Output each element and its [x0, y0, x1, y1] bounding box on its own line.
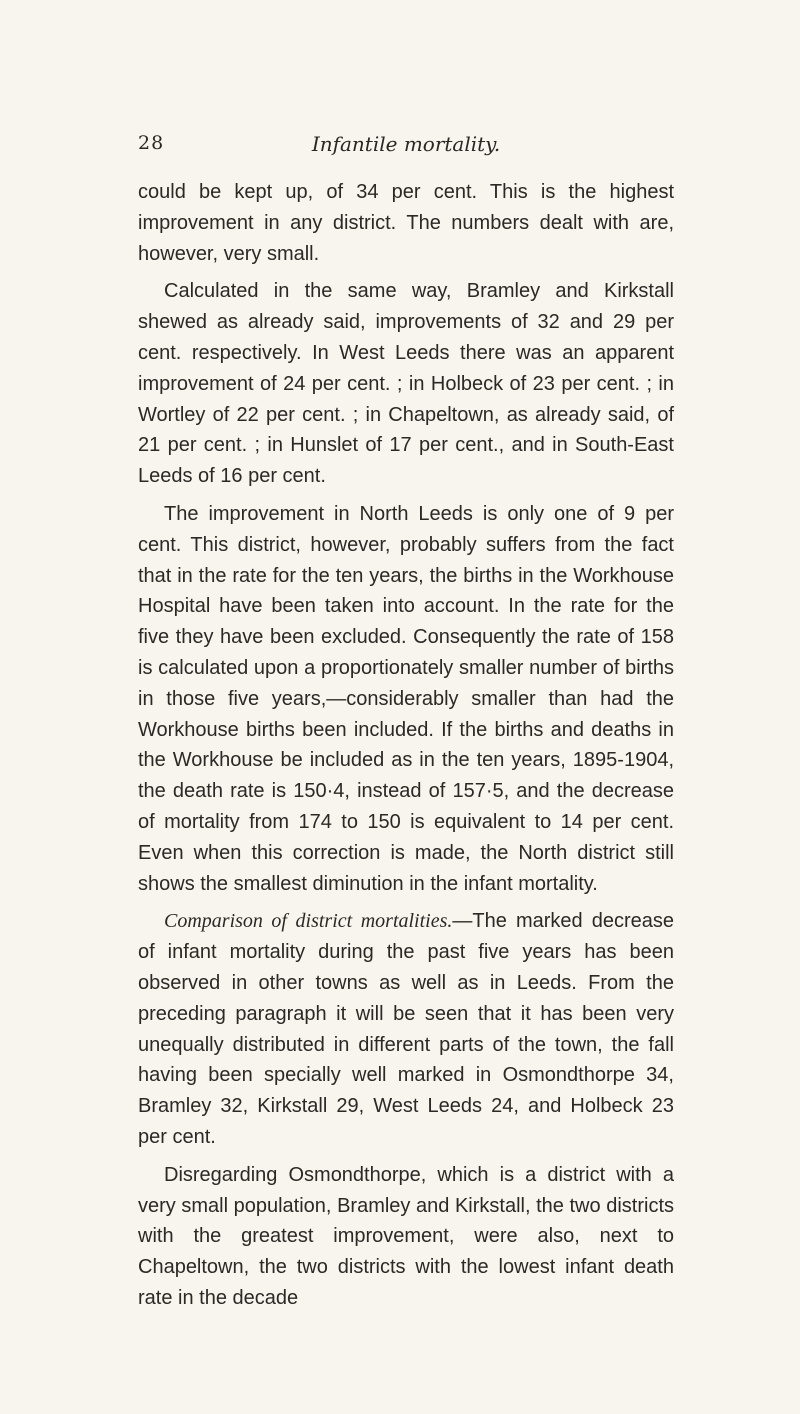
- running-title: Infantile mortality.: [311, 132, 501, 156]
- paragraph-comparison-body: —The marked decrease of infant mortality during the past five years has been observed in other towns as well as in Leeds. From the preceding paragraph it will be seen that it has been very unequally distributed in different parts of the town, the fall having been specially well marked in Osmondthorpe 34, Bramley 32, Kirkstall 29, West Leeds 24, and Holbeck 23 per cent.: [138, 910, 674, 1148]
- paragraph-north-leeds: The improvement in North Leeds is only one of 9 per cent. This district, however, probably suffers from the fact that in the rate for the ten years, the births in the Workhouse Hospital have been taken into account. In the rate for the five they have been excluded. Consequently the rate of 158 is calculated upon a proportionately smaller number of births in those five years,—considerably smaller than had the Workhouse births been included. If the births and deaths in the Workhouse be included as in the ten years, 1895-1904, the death rate is 150·4, instead of 157·5, and the decrease of mortality from 174 to 150 is equivalent to 14 per cent. Even when this correction is made, the North district still shows the smallest diminution in the infant mortality.: [138, 502, 674, 895]
- page-number: 28: [138, 132, 165, 154]
- paragraph-district-improvements: Calculated in the same way, Bramley and Kirkstall shewed as already said, improvements of 32 and 29 per cent. respectively. In West Leeds there was an apparent improvement of 24 per cent. ; in Holbeck of 23 per cent. ; in Wortley of 22 per cent. ; in Chapeltown, as already said, of 21 per cent. ; in Hunslet of 17 per cent., and in South-East Leeds of 16 per cent.: [138, 280, 674, 488]
- paragraph-disregarding: Disregarding Osmondthorpe, which is a district with a very small population, Bramley and Kirkstall, the two districts with the greatest improvement, were also, next to Chapeltown, the two districts with the lowest infant death rate in the decade: [138, 1163, 674, 1309]
- paragraph-comparison: [138, 906, 674, 1152]
- paragraph-continuation: could be kept up, of 34 per cent. This is the highest improvement in any district. The numbers dealt with are, however, very small.: [138, 181, 674, 265]
- body-text: [138, 177, 674, 1314]
- page-header: [138, 132, 674, 160]
- section-heading-comparison: Comparison of district mortalities.: [164, 910, 453, 933]
